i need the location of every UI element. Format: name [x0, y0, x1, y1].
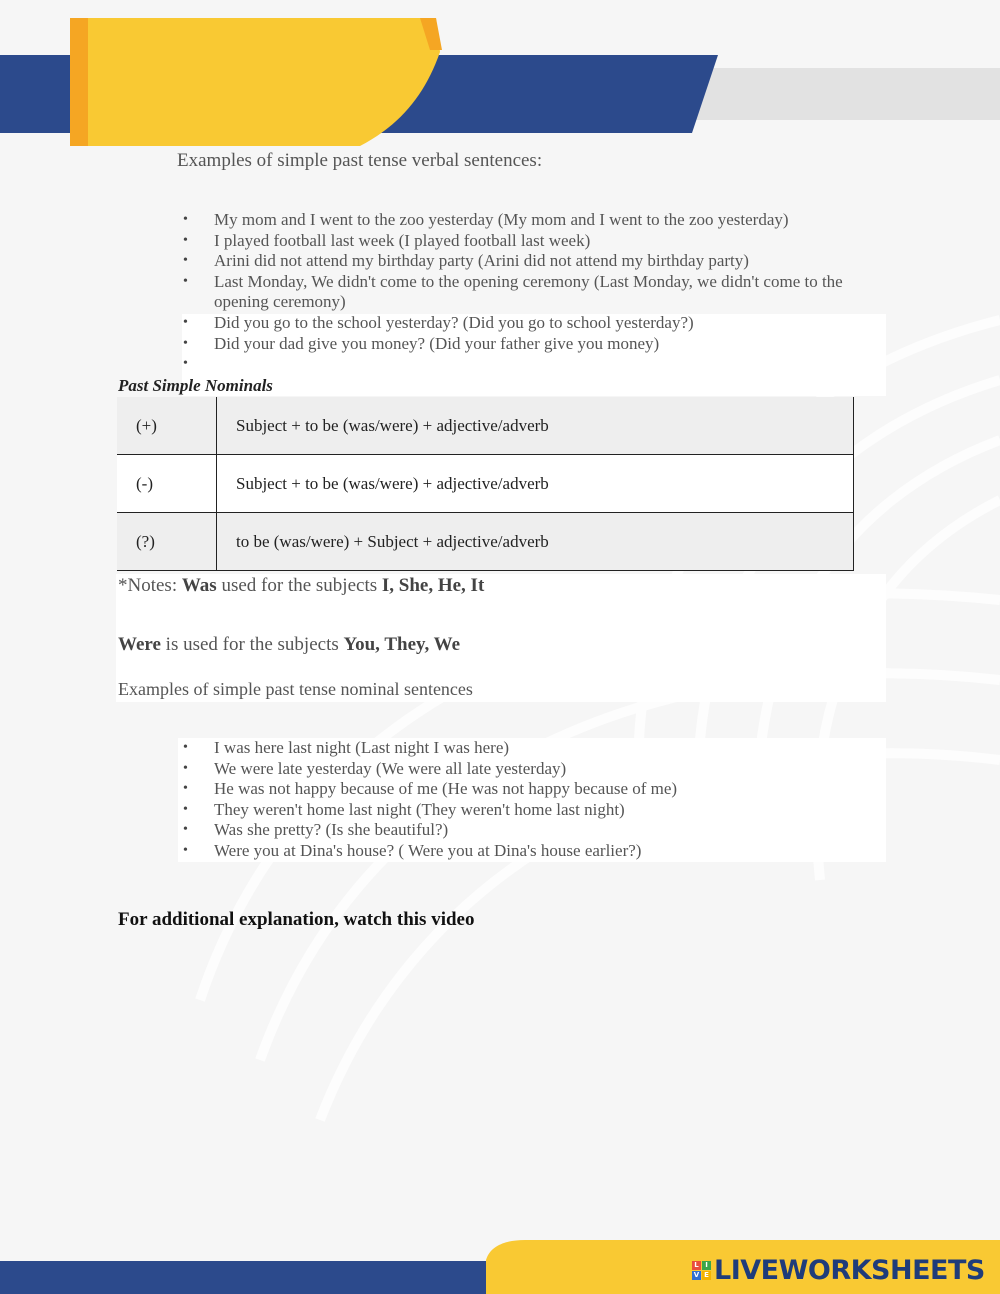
table-row: [117, 397, 854, 455]
formula-rule: to be (was/were) + Subject + adjective/adverb: [217, 513, 854, 571]
logo-mark-letter: I: [702, 1261, 711, 1270]
note-text: is used for the subjects: [160, 634, 344, 655]
list-item: • Was she pretty? (Is she beautiful?): [178, 820, 886, 841]
note-subjects: I, She, He, It: [381, 575, 485, 596]
table-row: [117, 513, 854, 571]
logo-mark-letter: L: [692, 1261, 701, 1270]
logo-mark-letter: V: [693, 1270, 700, 1279]
list-item: [178, 354, 886, 375]
formula-table: [117, 397, 854, 571]
formula-rule: Subject + to be (was/were) + adjective/adverb: [217, 455, 854, 513]
verbal-examples-heading: Examples of simple past tense verbal sentences:: [177, 150, 543, 171]
logo-mark-letter: E: [702, 1271, 711, 1280]
list-item: • I was here last night (Last night I was here): [178, 738, 886, 759]
note-keyword: Were: [118, 634, 161, 655]
formula-rule: Subject + to be (was/were) + adjective/adverb: [217, 397, 854, 455]
formula-symbol: (+): [117, 397, 217, 455]
verbal-examples-list: [178, 210, 886, 375]
list-item: • Were you at Dina's house? ( Were you at Dina's house earlier?): [178, 841, 886, 862]
liveworksheets-logo[interactable]: [692, 1252, 985, 1288]
list-item: • Last Monday, We didn't come to the opening ceremony (Last Monday, we didn't come to the opening ceremony): [178, 272, 886, 313]
note-prefix: *Notes:: [118, 575, 182, 596]
note-were: [118, 634, 460, 656]
list-item: • Did your dad give you money? (Did your father give you money): [178, 334, 886, 355]
list-item: • Did you go to the school yesterday? (Did you go to school yesterday?): [178, 313, 886, 334]
header-banner: [0, 0, 1000, 150]
list-item: • Arini did not attend my birthday party (Arini did not attend my birthday party): [178, 251, 886, 272]
logo-text: LIVEWORKSHEETS: [714, 1254, 985, 1286]
nominal-examples-list: [178, 738, 886, 862]
note-was: [118, 575, 484, 597]
nominal-title: Past Simple Nominals: [118, 376, 273, 395]
video-prompt: For additional explanation, watch this video: [118, 909, 475, 930]
table-row: [117, 455, 854, 513]
logo-mark-icon: [692, 1261, 711, 1280]
note-text: used for the subjects: [216, 575, 382, 596]
list-item: • We were late yesterday (We were all late yesterday): [178, 759, 886, 780]
list-item: • They weren't home last night (They weren't home last night): [178, 800, 886, 821]
list-item: • My mom and I went to the zoo yesterday (My mom and I went to the zoo yesterday): [178, 210, 886, 231]
list-item: • He was not happy because of me (He was not happy because of me): [178, 779, 886, 800]
formula-symbol: (?): [117, 513, 217, 571]
nominal-examples-heading: Examples of simple past tense nominal sentences: [118, 679, 473, 699]
list-item: • I played football last week (I played football last week): [178, 231, 886, 252]
note-subjects: You, They, We: [343, 634, 461, 655]
formula-symbol: (-): [117, 455, 217, 513]
note-keyword: Was: [181, 575, 217, 596]
